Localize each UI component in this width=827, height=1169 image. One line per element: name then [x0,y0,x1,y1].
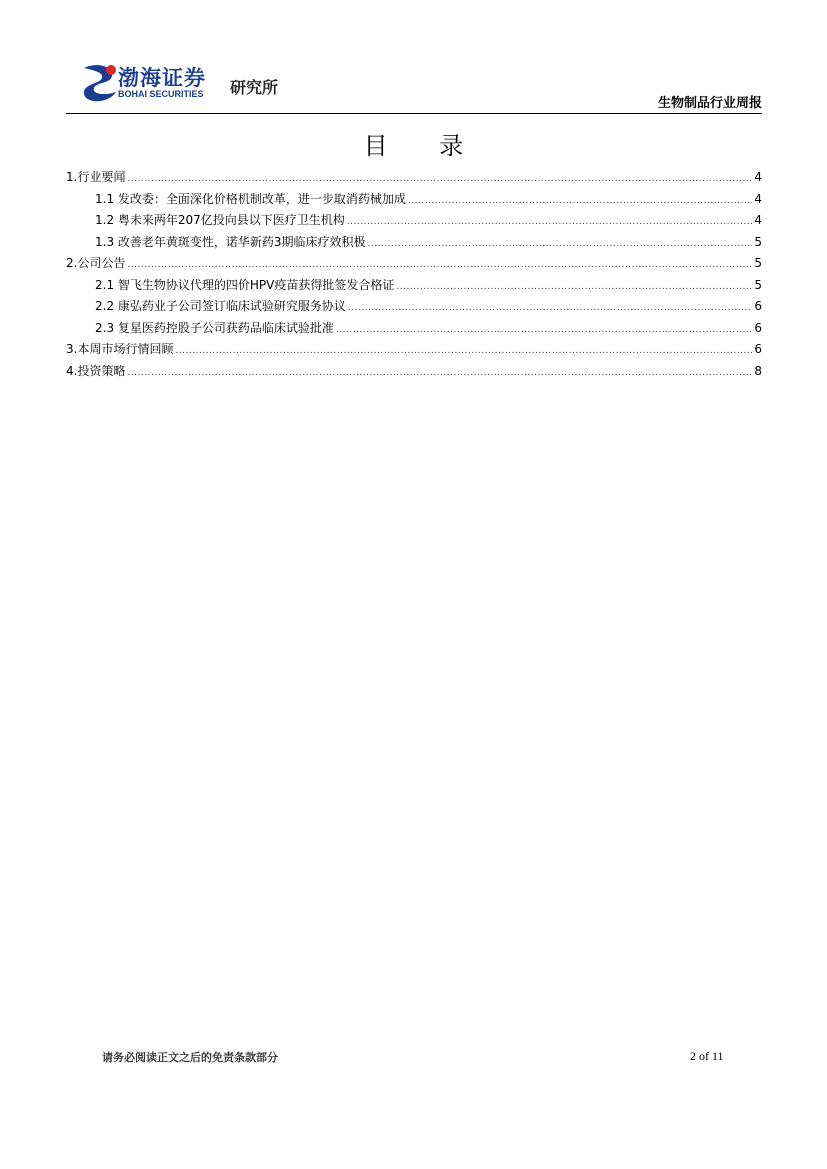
toc-entry-label: 1.行业要闻 [66,170,126,184]
toc-leader-dots [368,239,753,249]
table-of-contents [66,168,762,383]
toc-entry-label: 1.3 改善老年黄斑变性，诺华新药3期临床疗效积极 [95,234,366,249]
toc-entry-page: 4 [754,170,762,184]
toc-entry-label: 2.2 康弘药业子公司签订临床试验研究服务协议 [95,299,346,313]
toc-entry-page: 5 [754,234,762,249]
toc-entry-page: 5 [754,256,762,270]
toc-entry[interactable] [66,362,762,384]
toc-leader-dots [396,282,752,292]
toc-leader-dots [348,303,752,313]
toc-leader-dots [127,368,752,378]
page-header [66,58,762,114]
toc-entry-page: 4 [754,213,762,227]
toc-entry-page: 4 [754,191,762,206]
toc-entry[interactable] [66,233,762,255]
toc-entry-label: 2.3 复星医药控股子公司获药品临床试验批准 [95,320,334,335]
header-divider [66,113,762,114]
toc-entry-page: 6 [754,320,762,335]
toc-leader-dots [127,174,752,184]
footer-disclaimer: 请务必阅读正文之后的免责条款部分 [102,1051,278,1064]
toc-entry[interactable] [66,211,762,233]
toc-entry[interactable] [66,297,762,319]
toc-entry[interactable] [66,190,762,212]
toc-leader-dots [408,196,752,206]
toc-entry[interactable] [66,168,762,190]
page-number: 2 of 11 [690,1049,724,1063]
bohai-logo-icon [78,62,120,104]
toc-entry-page: 8 [754,363,762,378]
toc-leader-dots [175,346,752,356]
report-type: 生物制品行业周报 [657,96,762,111]
toc-leader-dots [127,260,752,270]
toc-entry-label: 1.2 粤未来两年207亿投向县以下医疗卫生机构 [95,213,345,227]
toc-entry-label: 1.1 发改委：全面深化价格机制改革，进一步取消药械加成 [95,191,406,206]
toc-entry[interactable] [66,319,762,341]
toc-entry-page: 6 [754,342,762,356]
toc-entry-label: 3.本周市场行情回顾 [66,342,174,356]
brand-name-en: BOHAI SECURITIES [118,89,204,99]
toc-title: 目 录 [363,132,486,160]
institute-label: 研究所 [230,78,279,97]
toc-entry-label: 2.公司公告 [66,256,126,270]
toc-entry[interactable] [66,254,762,276]
toc-entry-page: 6 [754,299,762,313]
toc-entry-label: 2.1 智飞生物协议代理的四价HPV疫苗获得批签发合格证 [95,277,395,292]
toc-leader-dots [336,325,752,335]
toc-entry[interactable] [66,340,762,362]
brand-name-cn: 渤海证券 [118,65,206,90]
toc-entry-page: 5 [754,277,762,292]
toc-entry[interactable] [66,276,762,298]
toc-leader-dots [347,217,753,227]
toc-entry-label: 4.投资策略 [66,363,126,378]
